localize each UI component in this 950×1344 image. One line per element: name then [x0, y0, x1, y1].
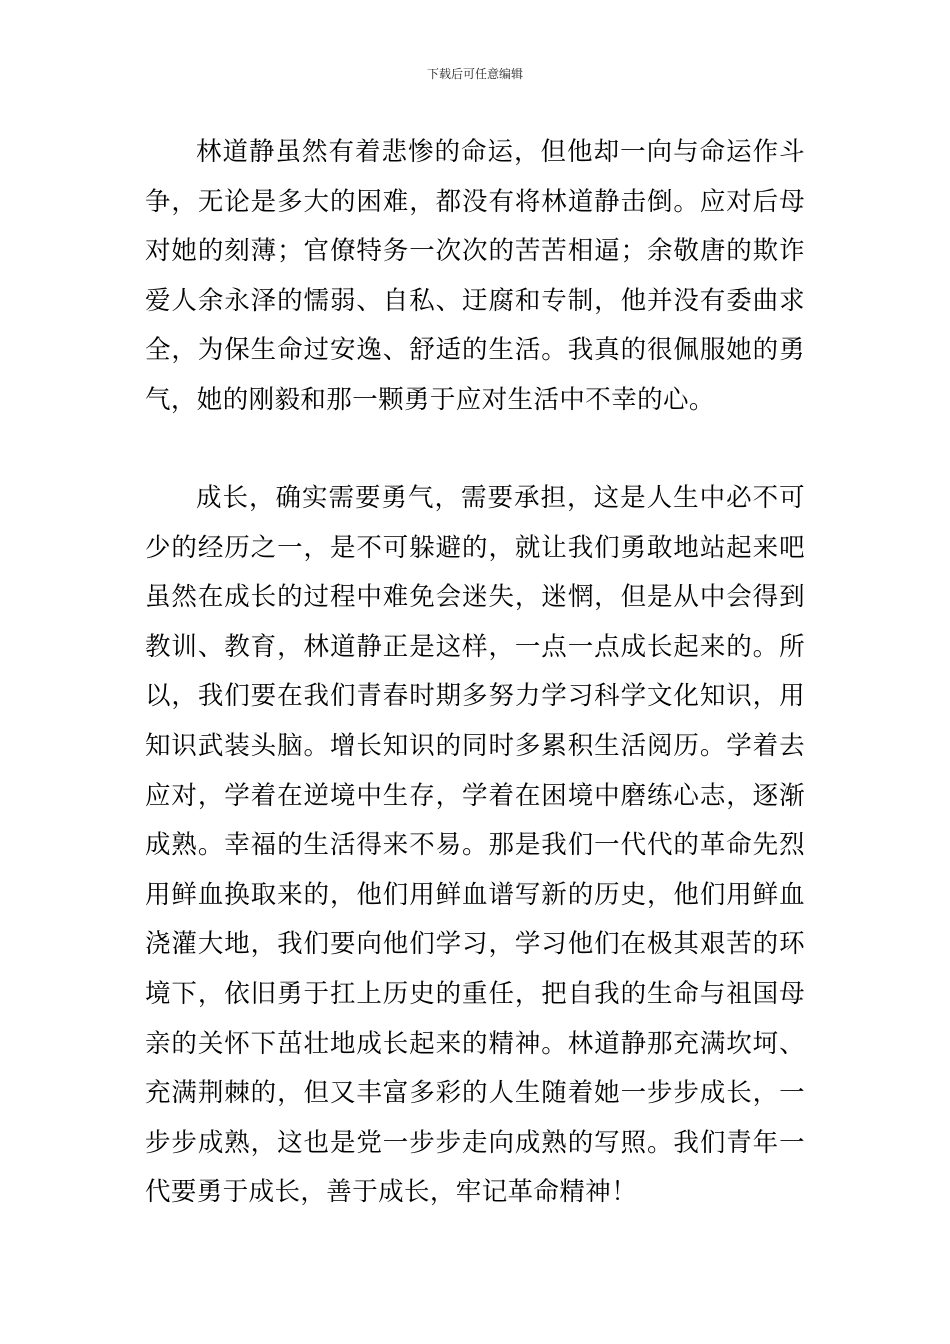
- paragraph-2: 成长，确实需要勇气，需要承担，这是人生中必不可少的经历之一，是不可躲避的，就让我们勇敢地站起来吧虽然在成长的过程中难免会迷失，迷惘，但是从中会得到教训、教育，林道静正是这样，一点一点成长起来的。所以，我们要在我们青春时期多努力学习科学文化知识，用知识武装头脑。增长知识的同时多累积生活阅历。学着去应对，学着在逆境中生存，学着在困境中磨练心志，逐渐成熟。幸福的生活得来不易。那是我们一代代的革命先烈用鲜血换取来的，他们用鲜血谱写新的历史，他们用鲜血浇灌大地，我们要向他们学习，学习他们在极其艰苦的环境下，依旧勇于扛上历史的重任，把自我的生命与祖国母亲的关怀下茁壮地成长起来的精神。林道静那充满坎坷、充满荆棘的，但又丰富多彩的人生随着她一步步成长，一步步成熟，这也是党一步步走向成熟的写照。我们青年一代要勇于成长，善于成长，牢记革命精神！: [145, 483, 805, 1208]
- paragraph-1: 林道静虽然有着悲惨的命运，但他却一向与命运作斗争，无论是多大的困难，都没有将林道静击倒。应对后母对她的刻薄；官僚特务一次次的苦苦相逼；余敬唐的欺诈爱人余永泽的懦弱、自私、迂腐和专制，他并没有委曲求全，为保生命过安逸、舒适的生活。我真的很佩服她的勇气，她的刚毅和那一颗勇于应对生活中不幸的心。: [145, 137, 805, 415]
- page-header: 下载后可任意编辑: [426, 67, 523, 81]
